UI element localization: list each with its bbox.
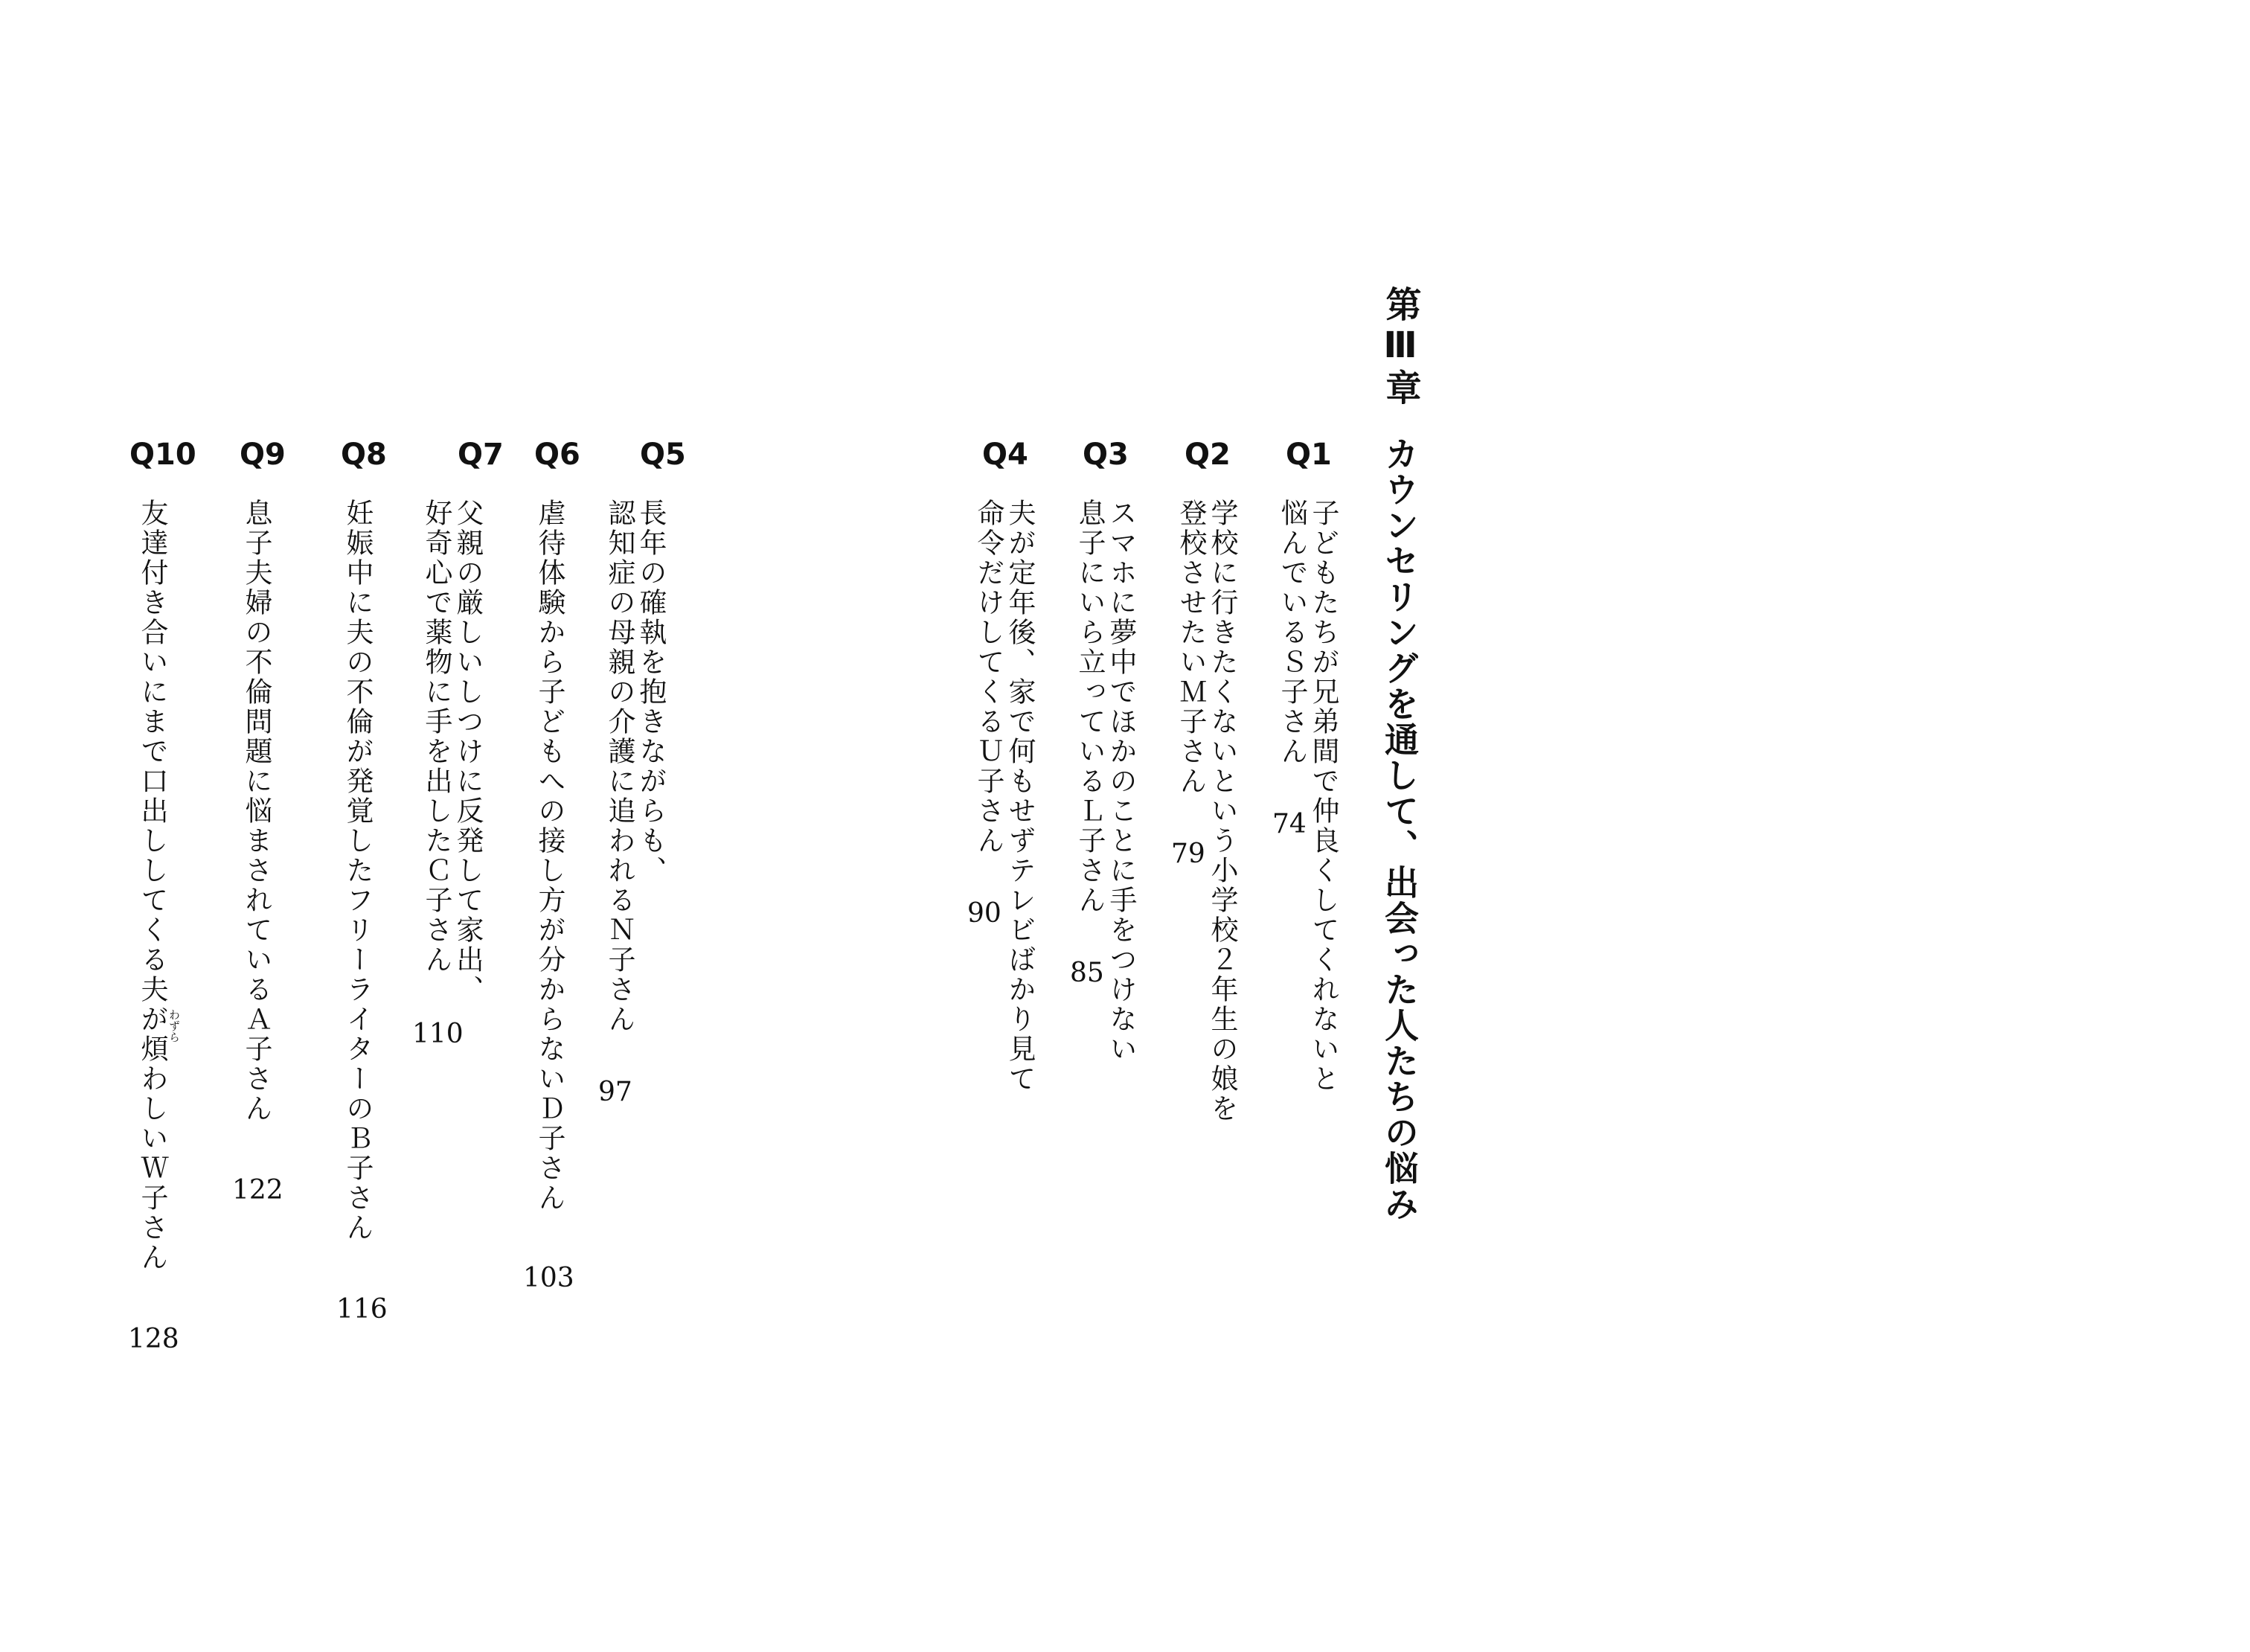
chapter-title: カウンセリングを通して、出会った人たちの悩み: [1379, 436, 1420, 1222]
question-label: Q3: [1083, 438, 1129, 472]
question-label: Q7: [458, 438, 504, 472]
entry-line: 好奇心で薬物に手を出したＣ子さん: [420, 499, 452, 975]
entry-line: 虐待体験から子どもへの接し方が分からないＤ子さん: [533, 499, 565, 1213]
entry-line: 息子夫婦の不倫問題に悩まされているＡ子さん: [240, 499, 272, 1124]
page-number: 74: [1272, 809, 1307, 839]
page-number: 79: [1171, 839, 1205, 869]
entry-line: 登校させたいＭ子さん: [1175, 499, 1207, 796]
page-number: 116: [336, 1294, 388, 1325]
question-label: Q4: [982, 438, 1028, 472]
entry-line: 学校に行きたくないという小学校２年生の娘を: [1206, 499, 1238, 1124]
ruby-annotation: わずら: [167, 1009, 181, 1043]
entry-line: 長年の確執を抱きながらも、: [635, 499, 667, 886]
entry-line: 命令だけしてくるＵ子さん: [972, 499, 1004, 856]
page-number: 128: [128, 1324, 179, 1354]
question-label: Q8: [341, 438, 387, 472]
page-number: 85: [1070, 958, 1104, 988]
entry-line: 認知症の母親の介護に追われるＮ子さん: [603, 499, 635, 1034]
page-number: 122: [232, 1175, 283, 1206]
entry-line: 友達付き合いにまで口出ししてくる夫が煩わしいＷ子さん: [136, 499, 168, 1272]
page-number: 110: [412, 1019, 464, 1049]
entry-line: 悩んでいるＳ子さん: [1276, 499, 1308, 766]
page-number: 103: [523, 1263, 574, 1293]
question-label: Q2: [1185, 438, 1231, 472]
question-label: Q6: [534, 438, 580, 472]
question-label: Q1: [1286, 438, 1332, 472]
page-number: 90: [967, 898, 1001, 929]
entry-line: 子どもたちが兄弟間で仲良くしてくれないと: [1307, 499, 1339, 1094]
entry-line: 父親の厳しいしつけに反発して家出、: [452, 499, 484, 1005]
chapter-label: 第Ⅲ章: [1379, 286, 1421, 408]
question-label: Q10: [129, 438, 196, 472]
entry-line: 息子にいら立っているＬ子さん: [1074, 499, 1106, 915]
page-number: 97: [598, 1077, 632, 1107]
entry-line: 妊娠中に夫の不倫が発覚したフリーライターのＢ子さん: [342, 499, 374, 1243]
question-label: Q9: [240, 438, 286, 472]
entry-line: スマホに夢中でほかのことに手をつけない: [1105, 499, 1137, 1064]
entry-line: 夫が定年後、家で何もせずテレビばかり見て: [1004, 499, 1036, 1094]
question-label: Q5: [640, 438, 686, 472]
